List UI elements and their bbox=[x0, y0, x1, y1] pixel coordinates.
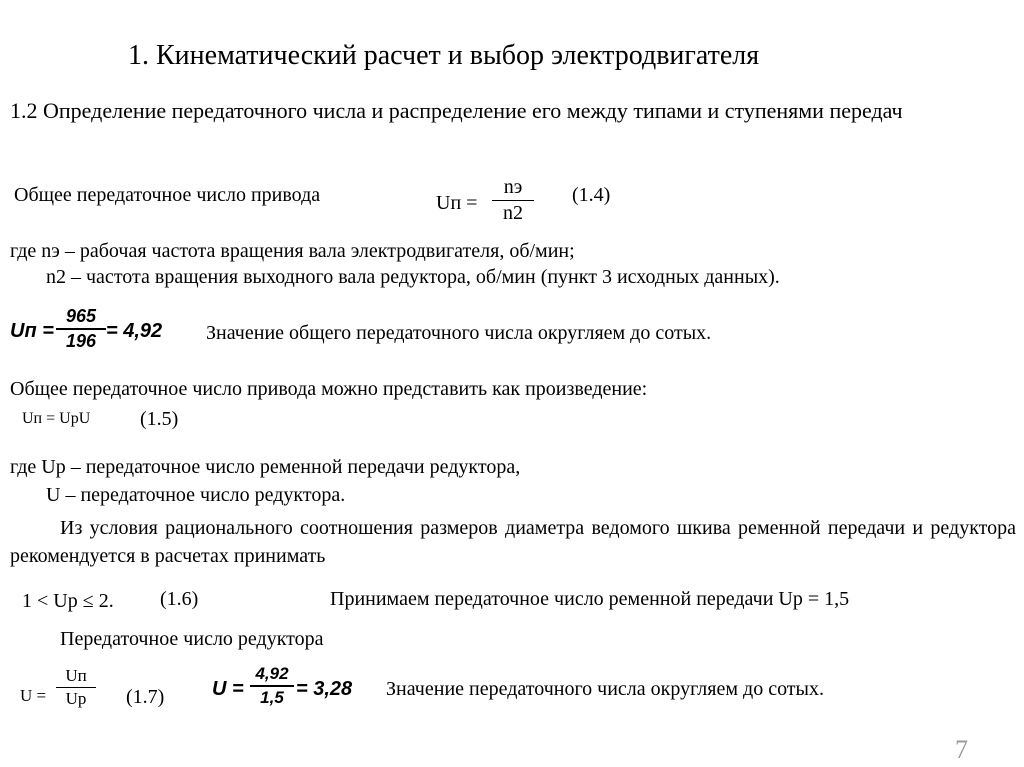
page-number: 7 bbox=[955, 735, 968, 764]
calc-up-numerator: 965 bbox=[65, 306, 97, 326]
formula-1-4-tag: (1.4) bbox=[572, 184, 611, 206]
fraction-bar bbox=[56, 687, 96, 688]
formula-1-4-numerator: nэ bbox=[503, 176, 523, 198]
formula-1-7-lhs: U = bbox=[20, 686, 47, 705]
fraction-bar bbox=[56, 328, 106, 330]
formula-1-6-expr: 1 < Uр ≤ 2. bbox=[22, 590, 114, 612]
formula-1-7-tag: (1.7) bbox=[126, 686, 165, 708]
accept-text: Принимаем передаточное число ременной передачи Uр = 1,5 bbox=[330, 588, 850, 610]
where-up: где Uр – передаточное число ременной передачи редуктора, bbox=[10, 456, 521, 478]
formula-1-7-fraction bbox=[56, 666, 96, 709]
general-ratio-label: Общее передаточное число привода bbox=[14, 184, 321, 206]
where-n2: n2 – частота вращения выходного вала редуктора, об/мин (пункт 3 исходных данных). bbox=[46, 266, 780, 288]
fraction-bar bbox=[492, 200, 534, 201]
formula-1-5-expr: Uп = UрU bbox=[22, 410, 91, 427]
where-u: U – передаточное число редуктора. bbox=[46, 484, 346, 506]
calc-u-fraction bbox=[250, 664, 294, 708]
condition-text: Из условия рационального соотношения размеров диаметра ведомого шкива ременной передачи и редуктора рекомендуется в расчетах принимать bbox=[10, 517, 1016, 567]
round-note-2: Значение передаточного числа округляем до сотых. bbox=[386, 678, 824, 700]
formula-1-6-tag: (1.6) bbox=[160, 588, 199, 610]
calc-up-fraction bbox=[56, 306, 106, 352]
round-note-1: Значение общего передаточного числа округляем до сотых. bbox=[206, 322, 712, 344]
calc-u-numerator: 4,92 bbox=[255, 664, 289, 683]
product-text: Общее передаточное число привода можно представить как произведение: bbox=[10, 378, 648, 400]
formula-1-4-fraction bbox=[492, 176, 534, 225]
calc-u-denominator: 1,5 bbox=[260, 688, 284, 707]
page-title: 1. Кинематический расчет и выбор электродвигателя bbox=[128, 40, 760, 71]
formula-1-7-numerator: Uп bbox=[65, 666, 87, 685]
formula-1-4-lhs: Uп = bbox=[436, 192, 478, 214]
formula-1-5-tag: (1.5) bbox=[140, 408, 179, 430]
calc-u-result: = 3,28 bbox=[296, 678, 353, 700]
where-ne: где nэ – рабочая частота вращения вала электродвигателя, об/мин; bbox=[10, 240, 575, 262]
calc-up-denominator: 196 bbox=[65, 331, 97, 351]
calc-u-lhs: U = bbox=[212, 678, 244, 700]
calc-up-result: = 4,92 bbox=[106, 320, 163, 342]
fraction-bar bbox=[250, 685, 294, 687]
formula-1-7-denominator: Uр bbox=[65, 689, 87, 708]
reducer-ratio-label: Передаточное число редуктора bbox=[60, 628, 324, 650]
section-subtitle: 1.2 Определение передаточного числа и распределение его между типами и ступенями передач bbox=[10, 98, 903, 123]
calc-up-lhs: Uп = bbox=[10, 320, 54, 342]
formula-1-4-denominator: n2 bbox=[503, 202, 523, 224]
